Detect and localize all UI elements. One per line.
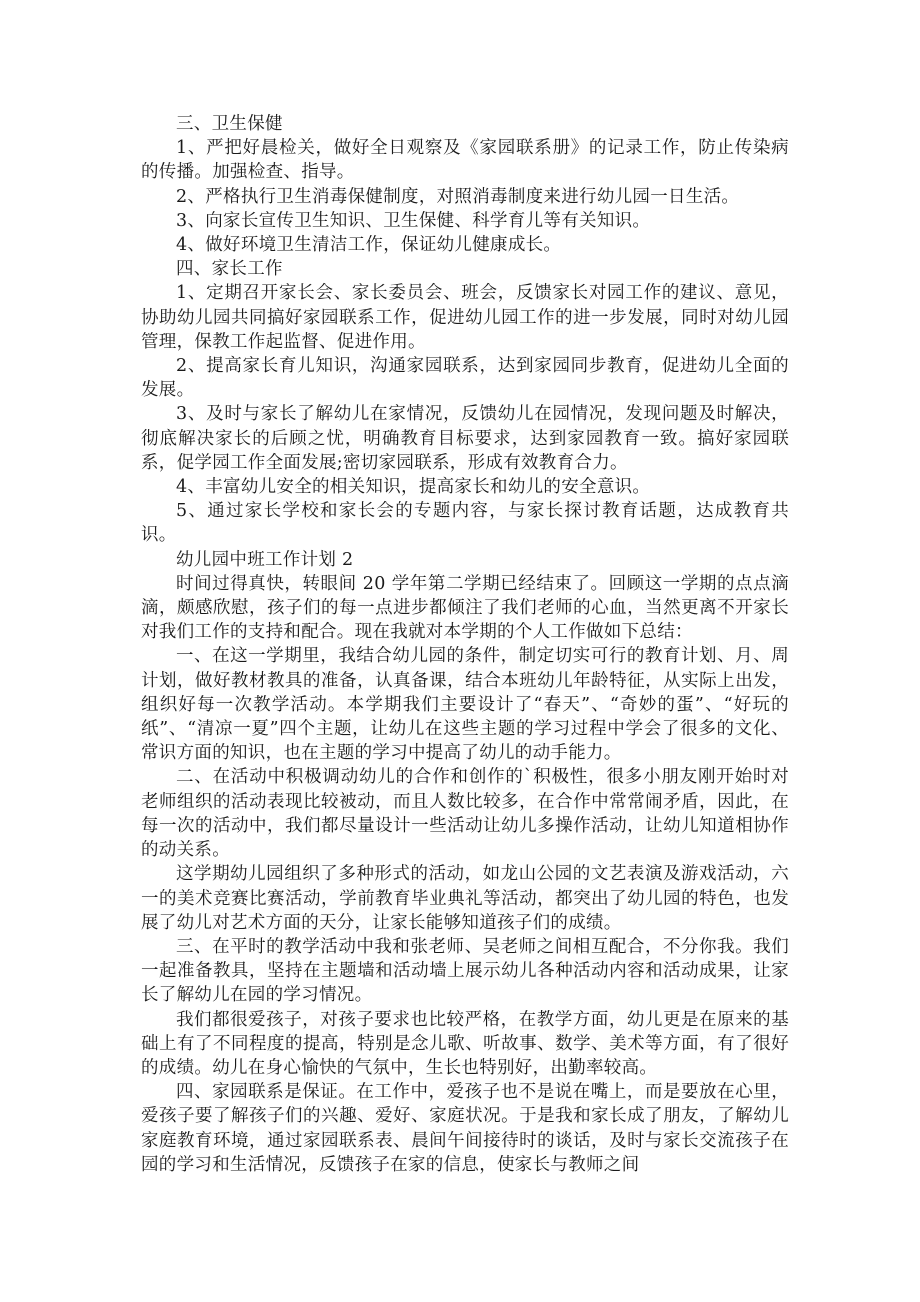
- document-section-title: 幼儿园中班工作计划 2: [176, 549, 354, 570]
- paragraph: 4、做好环境卫生清洁工作，保证幼儿健康成长。: [176, 235, 562, 256]
- paragraph: 2、提高家长育儿知识，沟通家园联系，达到家园同步教育，促进幼儿全面的发展。: [141, 356, 789, 401]
- paragraph: 1、严把好晨检关，做好全日观察及《家园联系册》的记录工作，防止传染病的传播。加强检查、指导。: [141, 138, 789, 183]
- paragraph: 4、丰富幼儿安全的相关知识，提高家长和幼儿的安全意识。: [176, 477, 651, 498]
- paragraph: 我们都很爱孩子，对孩子要求也比较严格，在教学方面，幼儿更是在原来的基础上有了不同程度的提高，特别是念儿歌、听故事、数学、美术等方面，有了很好的成绩。幼儿在身心愉快的气氛中，生长也特别好，出勤率较高。: [141, 1009, 789, 1078]
- paragraph: 时间过得真快，转眼间 20 学年第二学期已经结束了。回顾这一学期的点点滴滴，颇感欣慰，孩子们的每一点进步都倾注了我们老师的心血，当然更离不开家长对我们工作的支持和配合。现在我就对本学期的个人工作做如下总结：: [141, 573, 789, 643]
- paragraph: 这学期幼儿园组织了多种形式的活动，如龙山公园的文艺表演及游戏活动，六一的美术竞赛比赛活动，学前教育毕业典礼等活动，都突出了幼儿园的特色，也发展了幼儿对艺术方面的天分，让家长能够知道孩子们的成绩。: [141, 864, 789, 933]
- paragraph: 二、在活动中积极调动幼儿的合作和创作的`积极性，很多小朋友刚开始时对老师组织的活动表现比较被动，而且人数比较多，在合作中常常闹矛盾，因此，在每一次的活动中，我们都尽量设计一些活动让幼儿多操作活动，让幼儿知道相协作的动关系。: [141, 767, 789, 861]
- paragraph: 5、通过家长学校和家长会的专题内容，与家长探讨教育话题，达成教育共识。: [141, 501, 789, 546]
- paragraph: 三、在平时的教学活动中我和张老师、吴老师之间相互配合，不分你我。我们一起准备教具，坚持在主题墙和活动墙上展示幼儿各种活动内容和活动成果，让家长了解幼儿在园的学习情况。: [141, 936, 789, 1006]
- section-heading-hygiene: 三、卫生保健: [176, 114, 283, 134]
- paragraph: 3、及时与家长了解幼儿在家情况，反馈幼儿在园情况，发现问题及时解决，彻底解决家长的后顾之忧，明确教育目标要求，达到家园教育一致。搞好家园联系，促学园工作全面发展;密切家园联系，形成有效教育合力。: [141, 404, 789, 473]
- paragraph: 1、定期召开家长会、家长委员会、班会，反馈家长对园工作的建议、意见，协助幼儿园共同搞好家园联系工作，促进幼儿园工作的进一步发展，同时对幼儿园管理，保教工作起监督、促进作用。: [141, 283, 789, 352]
- section-heading-parents: 四、家长工作: [176, 259, 283, 280]
- paragraph: 一、在这一学期里，我结合幼儿园的条件，制定切实可行的教育计划、月、周计划，做好教材教具的准备，认真备课，结合本班幼儿年龄特征，从实际上出发，组织好每一次教学活动。本学期我们主要设计了“春天”、“奇妙的蛋”、“好玩的纸”、“清凉一夏”四个主题，让幼儿在这些主题的学习过程中学会了很多的文化、常识方面的知识，也在主题的学习中提高了幼儿的动手能力。: [141, 646, 789, 764]
- paragraph: 3、向家长宣传卫生知识、卫生保健、科学育儿等有关知识。: [176, 210, 651, 231]
- paragraph: 四、家园联系是保证。在工作中，爱孩子也不是说在嘴上，而是要放在心里，爱孩子要了解孩子们的兴趣、爱好、家庭状况。于是我和家长成了朋友，了解幼儿家庭教育环境，通过家园联系表、晨间午间接待时的谈话，及时与家长交流孩子在园的学习和生活情况，反馈孩子在家的信息，使家长与教师之间: [141, 1082, 789, 1175]
- paragraph: 2、严格执行卫生消毒保健制度，对照消毒制度来进行幼儿园一日生活。: [176, 186, 740, 207]
- document-page: [141, 112, 789, 1177]
